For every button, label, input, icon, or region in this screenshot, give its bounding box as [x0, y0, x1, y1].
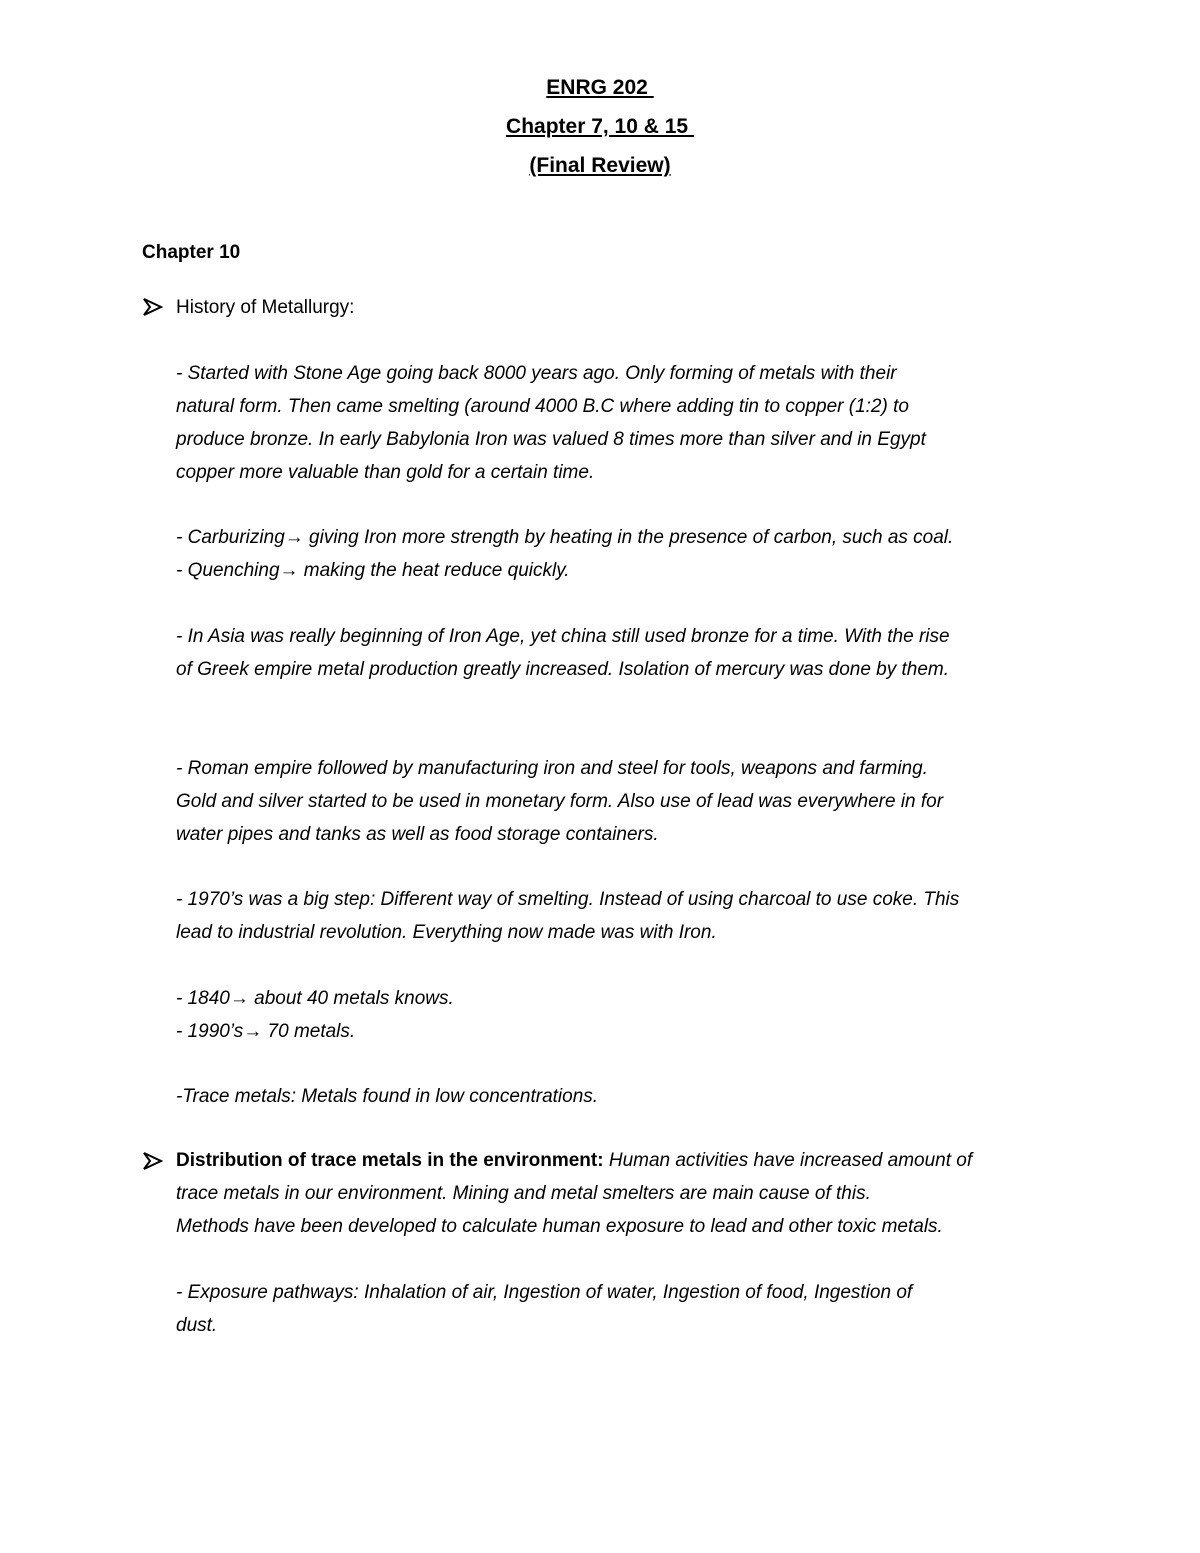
paragraph-line: lead to industrial revolution. Everything now made was with Iron.: [176, 922, 717, 943]
paragraph-exposure-pathways: [176, 1276, 1076, 1342]
arrow-bullet-icon: [142, 296, 166, 320]
paragraph-line: - Roman empire followed by manufacturing iron and steel for tools, weapons and farming.: [176, 758, 928, 779]
bullet-body: Human activities have increased amount of: [603, 1150, 973, 1171]
paragraph-iron-age: [176, 620, 1076, 686]
bullet-body: Methods have been developed to calculate human exposure to lead and other toxic metals.: [176, 1216, 943, 1237]
paragraph-stone-age: [176, 357, 1076, 489]
bullet-body: trace metals in our environment. Mining and metal smelters are main cause of this.: [176, 1183, 871, 1204]
arrow-bullet-icon: [142, 1150, 166, 1174]
bullet-first-line: [176, 1144, 1066, 1177]
paragraph-line: - Quenching→ making the heat reduce quickly.: [176, 560, 570, 581]
paragraph-line: produce bronze. In early Babylonia Iron was valued 8 times more than silver and in Egypt: [176, 429, 926, 450]
paragraph-line: - Started with Stone Age going back 8000 years ago. Only forming of metals with their: [176, 363, 897, 384]
paragraph-metals-count: [176, 982, 1076, 1048]
review-subtitle: (Final Review): [529, 154, 671, 177]
paragraph-line: - Carburizing→ giving Iron more strength by heating in the presence of carbon, such as coal.: [176, 527, 954, 548]
paragraph-line: -Trace metals: Metals found in low concentrations.: [176, 1086, 599, 1107]
course-title: ENRG 202: [546, 76, 654, 99]
bullet-history-of-metallurgy: [176, 291, 1066, 324]
paragraph-line: natural form. Then came smelting (around 4000 B.C where adding tin to copper (1:2) to: [176, 396, 909, 417]
bullet-title: History of Metallurgy:: [176, 297, 355, 318]
paragraph-line: dust.: [176, 1315, 218, 1336]
paragraph-line: water pipes and tanks as well as food storage containers.: [176, 824, 659, 845]
paragraph-roman-empire: [176, 752, 1076, 851]
paragraph-line: - 1990’s→ 70 metals.: [176, 1021, 356, 1042]
paragraph-trace-metals: [176, 1080, 1076, 1113]
section-heading: Chapter 10: [142, 242, 241, 263]
paragraph-line: copper more valuable than gold for a certain time.: [176, 462, 595, 483]
paragraph-carburizing: [176, 521, 1076, 587]
bullet-distribution-trace-metals: [176, 1144, 1066, 1243]
paragraph-line: Gold and silver started to be used in monetary form. Also use of lead was everywhere in for: [176, 791, 944, 812]
paragraph-line: - 1970’s was a big step: Different way of smelting. Instead of using charcoal to use coke. This: [176, 889, 960, 910]
paragraph-smelting: [176, 883, 1076, 949]
chapters-title: Chapter 7, 10 & 15: [506, 115, 694, 138]
paragraph-line: - In Asia was really beginning of Iron Age, yet china still used bronze for a time. With the rise: [176, 626, 950, 647]
paragraph-line: - Exposure pathways: Inhalation of air, Ingestion of water, Ingestion of food, Ingestion of: [176, 1282, 913, 1303]
paragraph-line: - 1840→ about 40 metals knows.: [176, 988, 454, 1009]
bullet-title: Distribution of trace metals in the environment:: [176, 1150, 604, 1171]
paragraph-line: of Greek empire metal production greatly increased. Isolation of mercury was done by them.: [176, 659, 950, 680]
